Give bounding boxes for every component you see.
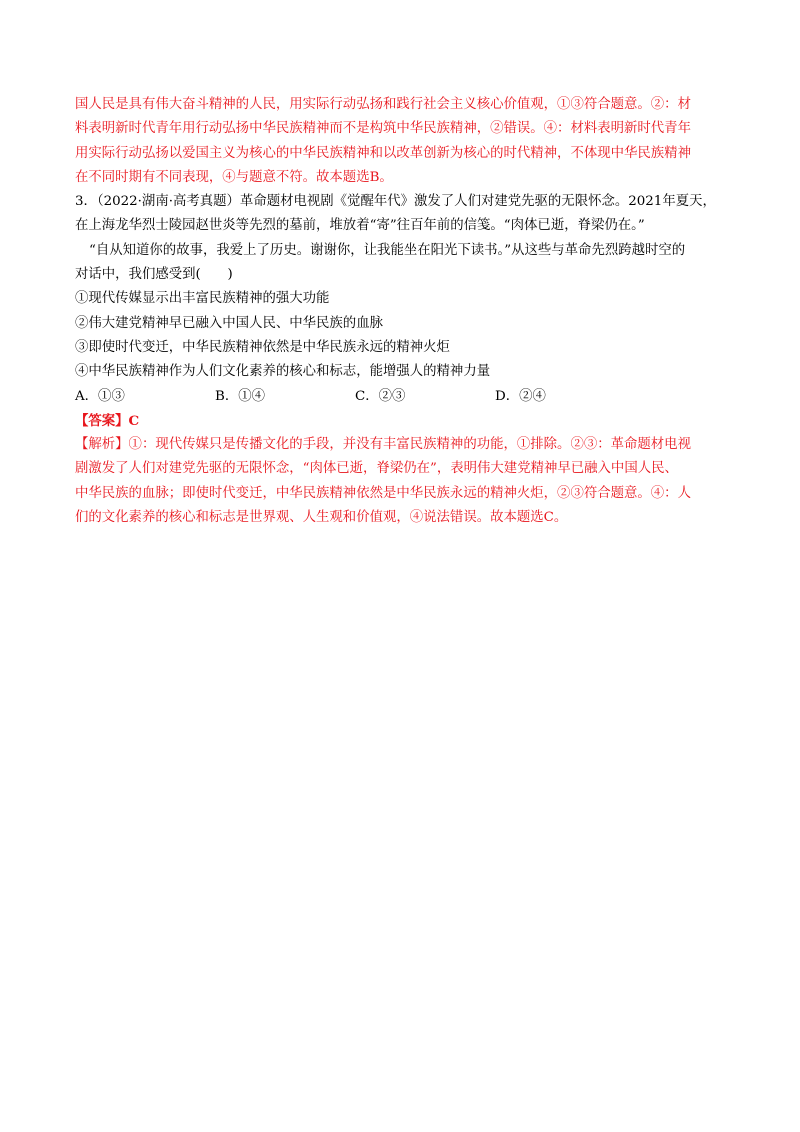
analysis: [75, 433, 735, 530]
option-a: A．①③: [75, 388, 125, 404]
analysis-text-line: 们的文化素养的核心和标志是世界观、人生观和价值观，④说法错误。故本题选C。: [75, 510, 568, 526]
question-stem-line: 在上海龙华烈士陵园赵世炎等先烈的墓前，堆放着“寄”往百年前的信笺。“肉体已逝，脊梁仍在。”: [75, 218, 645, 234]
analysis-text-line: 在不同时期有不同表现，④与题意不符。故本题选B。: [75, 169, 393, 185]
option-b: B．①④: [215, 388, 266, 404]
analysis-text-line: 用实际行动弘扬以爱国主义为核心的中华民族精神和以改革创新为核心的时代精神，不体现中华民族精神: [75, 145, 691, 161]
answer-options: [75, 385, 735, 409]
analysis-text-line: 【解析】①：现代传媒只是传播文化的手段，并没有丰富民族精神的功能，①排除。②③：革命题材电视: [75, 437, 691, 453]
answer-label: 【答案】C: [75, 412, 140, 429]
statement-4: ④中华民族精神作为人们文化素养的核心和标志，能增强人的精神力量: [75, 364, 491, 380]
statement-3: ③即使时代变迁，中华民族精神依然是中华民族永远的精神火炬: [75, 339, 450, 355]
question-stem-line: 3．（2022·湖南·高考真题）革命题材电视剧《觉醒年代》激发了人们对建党先驱的无限怀念。2021年夏天，: [75, 194, 716, 210]
statement-1: ①现代传媒显示出丰富民族精神的强大功能: [75, 291, 330, 307]
previous-analysis: [75, 93, 735, 190]
analysis-text-line: 剧激发了人们对建党先驱的无限怀念，“肉体已逝，脊梁仍在”，表明伟大建党精神早已融入中国人民、: [75, 461, 678, 477]
option-d: D．②④: [495, 388, 546, 404]
statement-2: ②伟大建党精神早已融入中国人民、中华民族的血脉: [75, 315, 383, 331]
analysis-text-line: 中华民族的血脉；即使时代变迁，中华民族精神依然是中华民族永远的精神火炬，②③符合题意。④：人: [75, 485, 691, 501]
question-stem-line: 对话中，我们感受到( ): [75, 267, 233, 283]
question-3: [75, 190, 735, 409]
analysis-text-line: 料表明新时代青年用行动弘扬中华民族精神而不是构筑中华民族精神，②错误。④：材料表明新时代青年: [75, 121, 691, 137]
option-c: C．②③: [355, 388, 406, 404]
question-stem-line: “自从知道你的故事，我爱上了历史。谢谢你，让我能坐在阳光下读书。”从这些与革命先烈跨越时空的: [89, 242, 686, 258]
analysis-text-line: 国人民是具有伟大奋斗精神的人民，用实际行动弘扬和践行社会主义核心价值观，①③符合题意。②：材: [75, 97, 691, 112]
document-page: [75, 93, 735, 530]
